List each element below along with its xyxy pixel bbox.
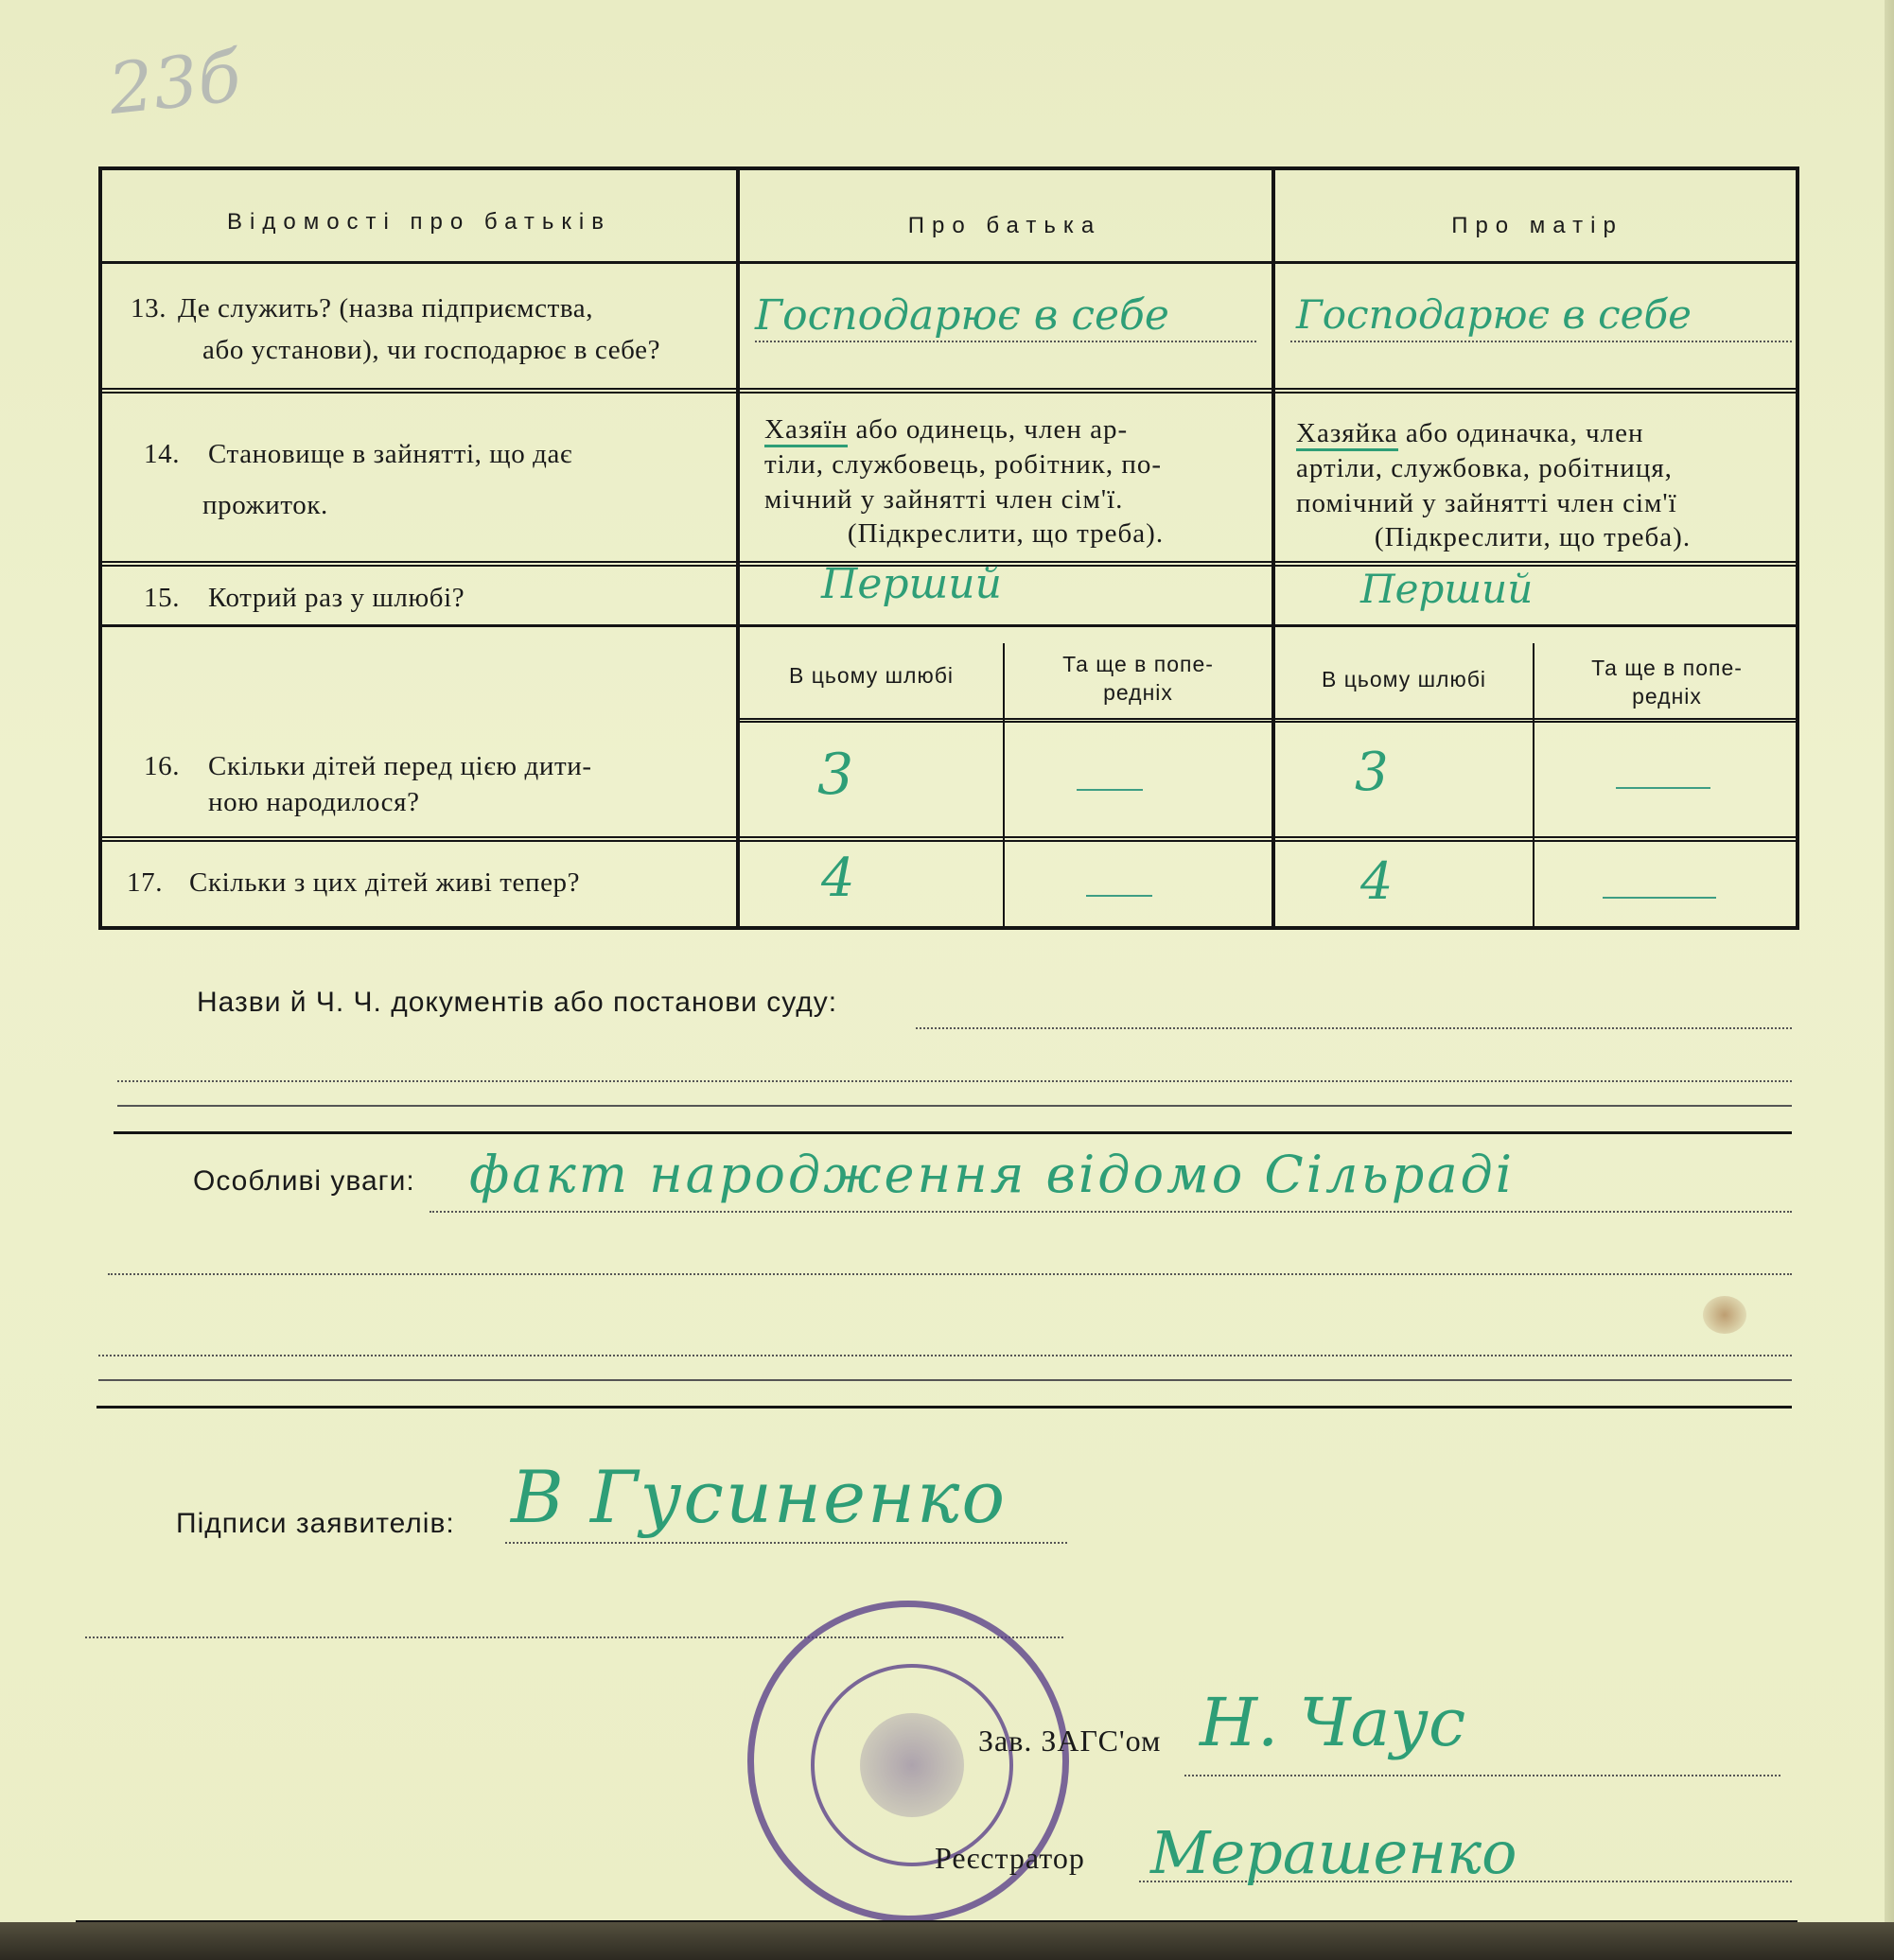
table-rule <box>102 836 1796 842</box>
row-17-mother-count: 4 <box>1360 851 1394 911</box>
sub-header-previous-line: Та ще в попе- <box>1591 656 1743 680</box>
signature-line <box>505 1542 1067 1544</box>
pencil-archive-note: 23б <box>104 35 245 131</box>
applicants-signature-label: Підписи заявителів: <box>176 1508 455 1539</box>
row-13-father-answer: Господарює в себе <box>755 291 1169 340</box>
section-rule <box>96 1406 1792 1409</box>
row-15-father-answer: Перший <box>821 560 1002 608</box>
head-label: Зав. ЗАГС'ом <box>978 1724 1162 1758</box>
registrar-signature: Мерашенко <box>1150 1818 1517 1887</box>
row-14-question: Становище в зайнятті, що дає <box>208 439 573 469</box>
row-14-question-cont: прожиток. <box>202 490 328 520</box>
stamp-inner-ring <box>811 1664 1013 1866</box>
remarks-line <box>108 1273 1792 1275</box>
remarks-line <box>98 1355 1792 1356</box>
row-15-mother-answer: Перший <box>1360 566 1534 612</box>
head-signature-line <box>1184 1775 1780 1776</box>
row-15-question: Котрий раз у шлюбі? <box>208 583 465 613</box>
mother-selected-option: Хазяйка <box>1296 418 1398 451</box>
sub-header-rule <box>740 718 1796 723</box>
row-15-number: 15. <box>144 583 181 613</box>
row-16-question-cont: ною народилося? <box>208 787 420 817</box>
sub-header-this-marriage: В цьому шлюбі <box>1321 667 1487 691</box>
row-16-number: 16. <box>144 751 181 781</box>
father-options-text: мічний у зайнятті член сім'ї. <box>764 483 1124 515</box>
head-signature: Н. Чаус <box>1200 1684 1466 1761</box>
remarks-line <box>98 1379 1792 1381</box>
row-14-number: 14. <box>144 439 181 469</box>
table-col-divider <box>736 170 740 926</box>
paper-edge <box>1885 0 1894 1960</box>
empty-dash <box>1086 895 1152 897</box>
header-parents-info: Відомості про батьків <box>227 209 611 235</box>
section-rule <box>114 1131 1792 1134</box>
sub-header-previous-line: редніх <box>1103 679 1173 705</box>
header-father: Про батька <box>907 213 1102 238</box>
row-16-mother-count: 3 <box>1355 742 1389 803</box>
mother-options-text: артіли, службовка, робітниця, <box>1296 452 1673 483</box>
row-16-father-count: 3 <box>817 742 854 808</box>
answer-dotline <box>755 341 1256 342</box>
row-14-mother-options <box>1296 416 1769 555</box>
table-rule <box>102 624 1796 627</box>
row-13-question: Де служить? (назва підприємства, <box>178 293 594 324</box>
scan-bottom-edge <box>0 1922 1894 1960</box>
father-options-text: або одинець, член ар- <box>848 414 1129 445</box>
father-selected-option: Хазяїн <box>764 414 848 447</box>
header-mother: Про матір <box>1451 213 1623 238</box>
remarks-line <box>430 1211 1792 1213</box>
parents-info-table <box>98 166 1799 930</box>
row-13-question-cont: або установи), чи господарює в себе? <box>202 335 661 365</box>
mother-options-text: або одиначка, член <box>1397 418 1644 448</box>
father-options-text: тіли, службовець, робітник, по- <box>764 448 1163 480</box>
father-options-note: (Підкреслити, що треба). <box>847 518 1165 550</box>
documents-line <box>117 1080 1792 1082</box>
stamp-emblem <box>860 1713 964 1817</box>
table-col-divider <box>1271 170 1275 926</box>
documents-line <box>117 1105 1792 1107</box>
row-17-number: 17. <box>127 867 164 898</box>
documents-label: Назви й Ч. Ч. документів або постанови суду: <box>197 987 838 1018</box>
empty-dash <box>1603 897 1716 899</box>
remarks-value: факт народження відомо Сільраді <box>469 1145 1516 1204</box>
registrar-label: Реєстратор <box>935 1841 1085 1875</box>
table-rule <box>102 388 1796 394</box>
documents-line <box>916 1027 1792 1029</box>
sub-header-this-marriage: В цьому шлюбі <box>788 663 955 688</box>
row-13-number: 13. <box>131 293 167 324</box>
answer-dotline <box>1290 341 1792 342</box>
sub-header-previous-line: редніх <box>1632 683 1702 709</box>
mother-options-text: помічний у зайнятті член сім'ї <box>1296 487 1677 518</box>
row-16-question: Скільки дітей перед цією дити- <box>208 751 592 781</box>
paper-stain <box>1703 1296 1746 1334</box>
sub-header-previous <box>1534 655 1799 711</box>
table-rule <box>102 261 1796 264</box>
row-17-question: Скільки з цих дітей живі тепер? <box>189 867 581 898</box>
applicants-signature: В Гусиненко <box>511 1455 1008 1539</box>
empty-dash <box>1616 787 1710 789</box>
empty-dash <box>1077 789 1143 791</box>
sub-header-previous-line: Та ще в попе- <box>1062 652 1214 676</box>
row-17-father-count: 4 <box>821 848 855 909</box>
row-14-father-options <box>764 412 1247 551</box>
mother-options-note: (Підкреслити, що треба). <box>1374 522 1692 553</box>
sub-header-previous <box>1005 651 1271 708</box>
remarks-label: Особливі уваги: <box>193 1165 415 1197</box>
row-13-mother-answer: Господарює в себе <box>1296 291 1692 338</box>
